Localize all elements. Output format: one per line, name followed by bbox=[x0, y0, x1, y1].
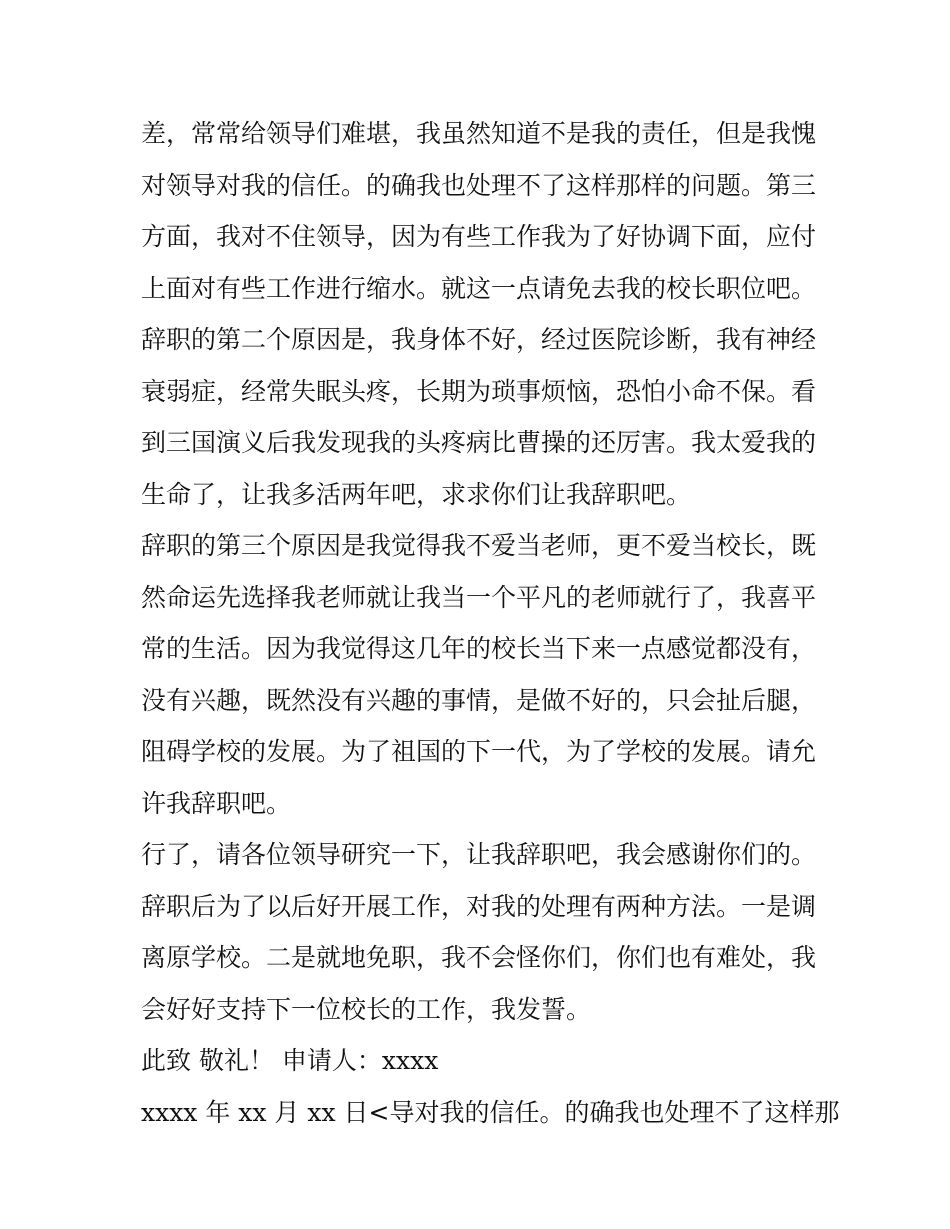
text-line: 对领导对我的信任。的确我也处理不了这样那样的问题。第三 bbox=[141, 170, 817, 200]
text-line: 没有兴趣，既然没有兴趣的事情，是做不好的，只会扯后腿， bbox=[141, 685, 817, 715]
letter-body bbox=[141, 108, 840, 1138]
text-line: 辞职的第三个原因是我觉得我不爱当老师，更不爱当校长，既 bbox=[141, 531, 817, 560]
text-line: 生命了，让我多活两年吧，求求你们让我辞职吧。 bbox=[141, 479, 692, 509]
text-line: 许我辞职吧。 bbox=[141, 788, 292, 818]
date-line: xxxx 年 xx 月 xx 日<导对我的信任。的确我也处理不了这样那 bbox=[141, 1097, 840, 1127]
text-line: 行了，请各位领导研究一下，让我辞职吧，我会感谢你们的。 bbox=[141, 840, 817, 869]
text-line: 会好好支持下一位校长的工作，我发誓。 bbox=[141, 994, 592, 1024]
text-line: 然命运先选择我老师就让我当一个平凡的老师就行了，我喜平 bbox=[141, 582, 817, 612]
text-line: 到三国演义后我发现我的头疼病比曹操的还厉害。我太爱我的 bbox=[141, 428, 817, 457]
text-line: 衰弱症，经常失眠头疼，长期为琐事烦恼，恐怕小命不保。看 bbox=[141, 376, 817, 406]
text-line: 方面，我对不住领导，因为有些工作我为了好协调下面，应付 bbox=[141, 222, 817, 251]
text-line: 阻碍学校的发展。为了祖国的下一代，为了学校的发展。请允 bbox=[141, 737, 817, 766]
text-line: 上面对有些工作进行缩水。就这一点请免去我的校长职位吧。 bbox=[141, 273, 817, 303]
text-line: 辞职的第二个原因是，我身体不好，经过医院诊断，我有神经 bbox=[141, 325, 817, 354]
text-line: 离原学校。二是就地免职，我不会怪你们，你们也有难处，我 bbox=[141, 943, 817, 972]
closing-signature-line: 此致 敬礼！ 申请人：xxxx bbox=[141, 1046, 439, 1075]
text-line: 常的生活。因为我觉得这几年的校长当下来一点感觉都没有， bbox=[141, 634, 817, 663]
text-line: 差，常常给领导们难堪，我虽然知道不是我的责任，但是我愧 bbox=[141, 119, 817, 148]
text-line: 辞职后为了以后好开展工作，对我的处理有两种方法。一是调 bbox=[141, 891, 817, 921]
